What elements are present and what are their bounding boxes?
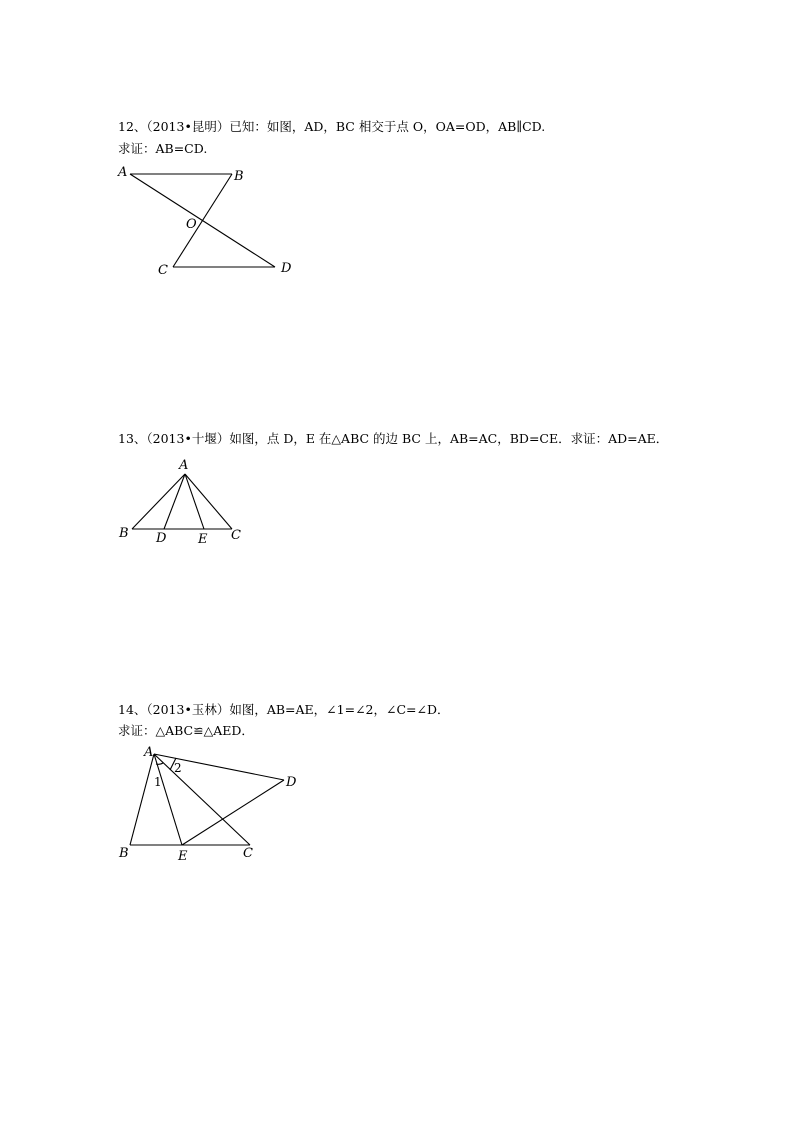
segment-ac — [185, 474, 232, 529]
label-c: C — [231, 528, 241, 543]
segment-ad — [164, 474, 185, 529]
label-c: C — [243, 846, 253, 861]
segment-bc — [173, 174, 232, 267]
label-angle-1: 1 — [154, 775, 162, 789]
problem-12-statement: 12、（2013•昆明）已知：如图，AD，BC 相交于点 O，OA=OD，AB∥CD. — [118, 119, 546, 134]
problem-12-figure — [110, 160, 310, 285]
label-a: A — [118, 165, 128, 180]
label-a: A — [144, 745, 154, 760]
label-d: D — [286, 775, 297, 790]
segment-ed — [182, 780, 284, 845]
problem-14-figure — [110, 740, 310, 865]
label-e: E — [178, 849, 188, 864]
label-d: D — [281, 261, 292, 276]
problem-14-prove: 求证：△ABC≌△AED． — [118, 723, 254, 738]
label-c: C — [158, 263, 168, 278]
label-angle-2: 2 — [174, 761, 182, 775]
segment-ab — [130, 754, 154, 845]
label-b: B — [119, 526, 129, 541]
problem-12-prove: 求证：AB=CD. — [118, 141, 208, 156]
label-b: B — [234, 169, 244, 184]
label-b: B — [119, 846, 129, 861]
label-o: O — [186, 217, 197, 232]
label-e: E — [198, 532, 208, 547]
problem-14-statement: 14、（2013•玉林）如图，AB=AE，∠1=∠2，∠C=∠D． — [118, 702, 450, 717]
segment-ab — [132, 474, 185, 529]
label-d: D — [156, 531, 167, 546]
segment-ae — [185, 474, 204, 529]
problem-13-statement: 13、（2013•十堰）如图，点 D，E 在△ABC 的边 BC 上，AB=AC，BD=CE．求证：AD=AE． — [118, 431, 669, 446]
problem-13-figure — [110, 455, 260, 550]
label-a: A — [179, 458, 189, 473]
